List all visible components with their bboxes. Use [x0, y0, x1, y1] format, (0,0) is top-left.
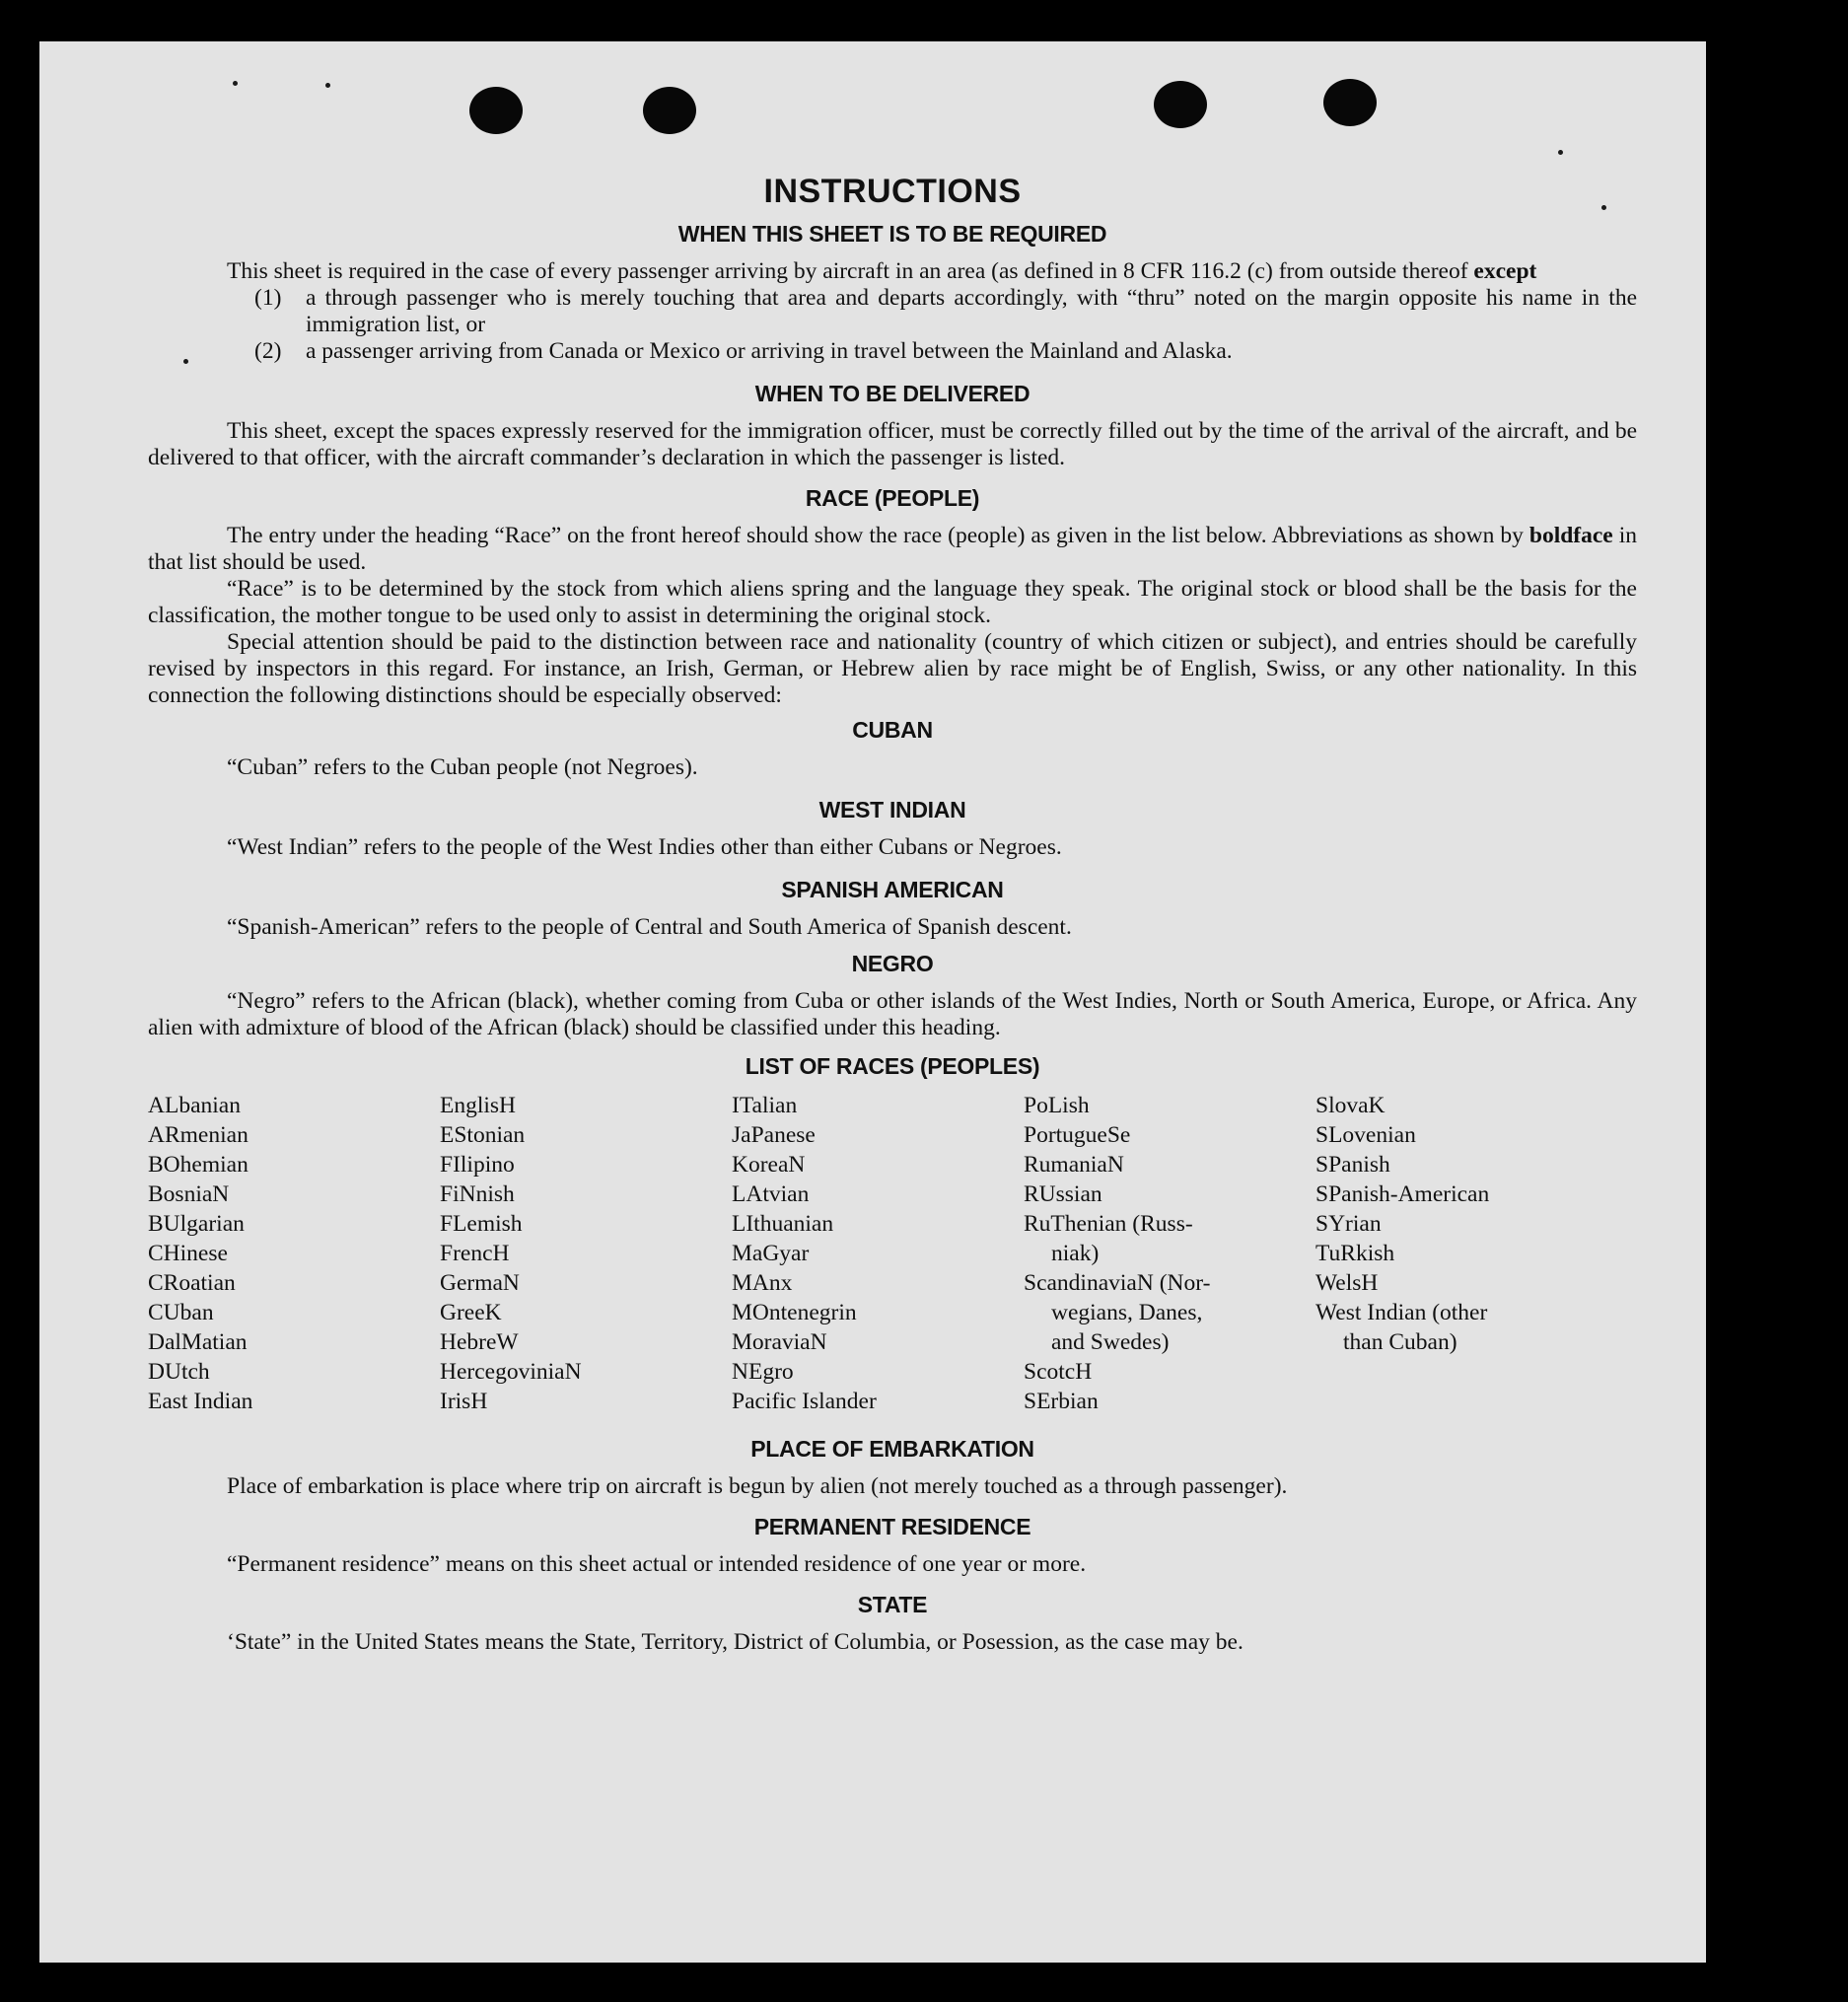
- section-heading-negro: NEGRO: [851, 951, 934, 976]
- required-intro: This sheet is required in the case of every passenger arriving by aircraft in an area (as defined in 8 CFR 116.2 (c) from outside thereof except: [227, 258, 1537, 284]
- punch-hole: [1323, 79, 1377, 126]
- state-text: ‘State” in the United States means the State, Territory, District of Columbia, or Posession, as the case may be.: [227, 1629, 1244, 1655]
- races-column: [440, 1091, 732, 1416]
- section-heading-delivered: WHEN TO BE DELIVERED: [754, 381, 1031, 406]
- list-item: LAtvian: [732, 1181, 810, 1207]
- speck: [325, 83, 330, 88]
- section-heading-spanish-american: SPANISH AMERICAN: [781, 877, 1004, 902]
- list-item: (1) a through passenger who is merely touching that area and departs accordingly, with “thru” noted on the margin opposite his name in the immigration list, or: [254, 285, 1637, 337]
- list-item: EStonian: [440, 1122, 526, 1148]
- race-paragraph-2: “Race” is to be determined by the stock from which aliens spring and the language they speak. The original stock or blood shall be the basis for the classification, the mother tongue to be used only to assist in determining the original stock.: [148, 576, 1637, 628]
- list-item: GermaN: [440, 1270, 520, 1296]
- list-item: DUtch: [148, 1359, 210, 1385]
- list-item: and Swedes): [1051, 1329, 1170, 1355]
- race-paragraph-3: Special attention should be paid to the distinction between race and nationality (country of which citizen or subject), and entries should be carefully revised by inspectors in this regard. For instance, an Irish, German, or Hebrew alien by race might be of English, Swiss, or any other nationality. In this connection the following distinctions should be especially observed:: [148, 629, 1637, 708]
- list-item: MOntenegrin: [732, 1300, 857, 1325]
- list-item: West Indian (other: [1315, 1300, 1488, 1325]
- list-item: RUssian: [1024, 1181, 1102, 1207]
- races-list: [148, 1091, 1637, 1416]
- races-column: [1315, 1091, 1607, 1416]
- race-paragraph-1: The entry under the heading “Race” on the front hereof should show the race (people) as given in the list below. Abbreviations as shown by boldface in that list should be used.: [148, 523, 1638, 575]
- list-item: KoreaN: [732, 1152, 806, 1178]
- list-item: wegians, Danes,: [1051, 1300, 1203, 1325]
- section-heading-state: STATE: [857, 1592, 928, 1617]
- list-item: CHinese: [148, 1241, 228, 1266]
- list-item: FLemish: [440, 1211, 523, 1237]
- punch-hole: [1154, 81, 1207, 128]
- list-item: ARmenian: [148, 1122, 249, 1148]
- list-item: EnglisH: [440, 1093, 517, 1118]
- page-title: INSTRUCTIONS: [763, 173, 1022, 210]
- section-heading-list-of-races: LIST OF RACES (PEOPLES): [745, 1053, 1040, 1079]
- document-page: [39, 41, 1706, 1963]
- list-item: CUban: [148, 1300, 214, 1325]
- cuban-text: “Cuban” refers to the Cuban people (not Negroes).: [227, 754, 698, 780]
- list-item: IrisH: [440, 1389, 488, 1414]
- list-item: HebreW: [440, 1329, 519, 1355]
- list-item: JaPanese: [732, 1122, 816, 1148]
- punch-hole: [469, 87, 523, 134]
- races-column: [148, 1091, 440, 1416]
- section-heading-race: RACE (PEOPLE): [805, 485, 980, 511]
- list-item: ITalian: [732, 1093, 798, 1118]
- list-item: Pacific Islander: [732, 1389, 877, 1414]
- spanish-american-text: “Spanish-American” refers to the people of Central and South America of Spanish descent.: [227, 914, 1072, 940]
- delivered-text: This sheet, except the spaces expressly reserved for the immigration officer, must be correctly filled out by the time of the arrival of the aircraft, and be delivered to that officer, with the aircraft commander’s declaration in which the passenger is listed.: [148, 418, 1637, 470]
- list-item: WelsH: [1315, 1270, 1379, 1296]
- list-item: GreeK: [440, 1300, 502, 1325]
- list-item: SLovenian: [1315, 1122, 1416, 1148]
- speck: [1558, 150, 1563, 155]
- instructions-content: [148, 160, 1637, 1656]
- list-item: ScandinaviaN (Nor-: [1024, 1270, 1211, 1296]
- section-heading-residence: PERMANENT RESIDENCE: [753, 1514, 1031, 1539]
- exception-list: [148, 285, 1637, 365]
- list-item: ALbanian: [148, 1093, 241, 1118]
- list-item: DalMatian: [148, 1329, 248, 1355]
- section-heading-required: WHEN THIS SHEET IS TO BE REQUIRED: [677, 221, 1107, 247]
- section-heading-cuban: CUBAN: [852, 717, 933, 743]
- list-item: MAnx: [732, 1270, 793, 1296]
- list-item: SErbian: [1024, 1389, 1099, 1414]
- list-item: than Cuban): [1343, 1329, 1457, 1355]
- section-heading-west-indian: WEST INDIAN: [818, 797, 966, 822]
- list-item: FrencH: [440, 1241, 510, 1266]
- list-item: CRoatian: [148, 1270, 236, 1296]
- list-item: RuThenian (Russ-: [1024, 1211, 1193, 1237]
- list-item: BOhemian: [148, 1152, 249, 1178]
- embarkation-text: Place of embarkation is place where trip on aircraft is begun by alien (not merely touched as a through passenger).: [227, 1473, 1288, 1499]
- west-indian-text: “West Indian” refers to the people of the West Indies other than either Cubans or Negroes.: [227, 834, 1062, 860]
- speck: [233, 81, 238, 86]
- list-item: SlovaK: [1315, 1093, 1386, 1118]
- list-item: SPanish: [1315, 1152, 1390, 1178]
- list-item: HercegoviniaN: [440, 1359, 582, 1385]
- list-item: MoraviaN: [732, 1329, 827, 1355]
- list-item: PoLish: [1024, 1093, 1090, 1118]
- list-item: (2) a passenger arriving from Canada or Mexico or arriving in travel between the Mainland and Alaska.: [254, 338, 1233, 364]
- list-item: BosniaN: [148, 1181, 230, 1207]
- list-item: TuRkish: [1315, 1241, 1395, 1266]
- races-column: [1024, 1091, 1315, 1416]
- list-item: FiNnish: [440, 1181, 515, 1207]
- residence-text: “Permanent residence” means on this sheet actual or intended residence of one year or more.: [227, 1551, 1087, 1577]
- list-item: NEgro: [732, 1359, 794, 1385]
- list-item: East Indian: [148, 1389, 253, 1414]
- list-item: niak): [1051, 1241, 1100, 1266]
- section-heading-embarkation: PLACE OF EMBARKATION: [750, 1436, 1034, 1462]
- punch-hole: [643, 87, 696, 134]
- list-item: LIthuanian: [732, 1211, 834, 1237]
- negro-text: “Negro” refers to the African (black), whether coming from Cuba or other islands of the West Indies, North or South America, Europe, or Africa. Any alien with admixture of blood of the African (black) should be classified under this heading.: [148, 988, 1637, 1040]
- races-column: [732, 1091, 1024, 1416]
- list-item: BUlgarian: [148, 1211, 245, 1237]
- list-item: SPanish-American: [1315, 1181, 1490, 1207]
- list-item: RumaniaN: [1024, 1152, 1124, 1178]
- list-item: ScotcH: [1024, 1359, 1093, 1385]
- list-item: FIlipino: [440, 1152, 515, 1178]
- list-item: SYrian: [1315, 1211, 1382, 1237]
- list-item: MaGyar: [732, 1241, 810, 1266]
- list-item: PortugueSe: [1024, 1122, 1131, 1148]
